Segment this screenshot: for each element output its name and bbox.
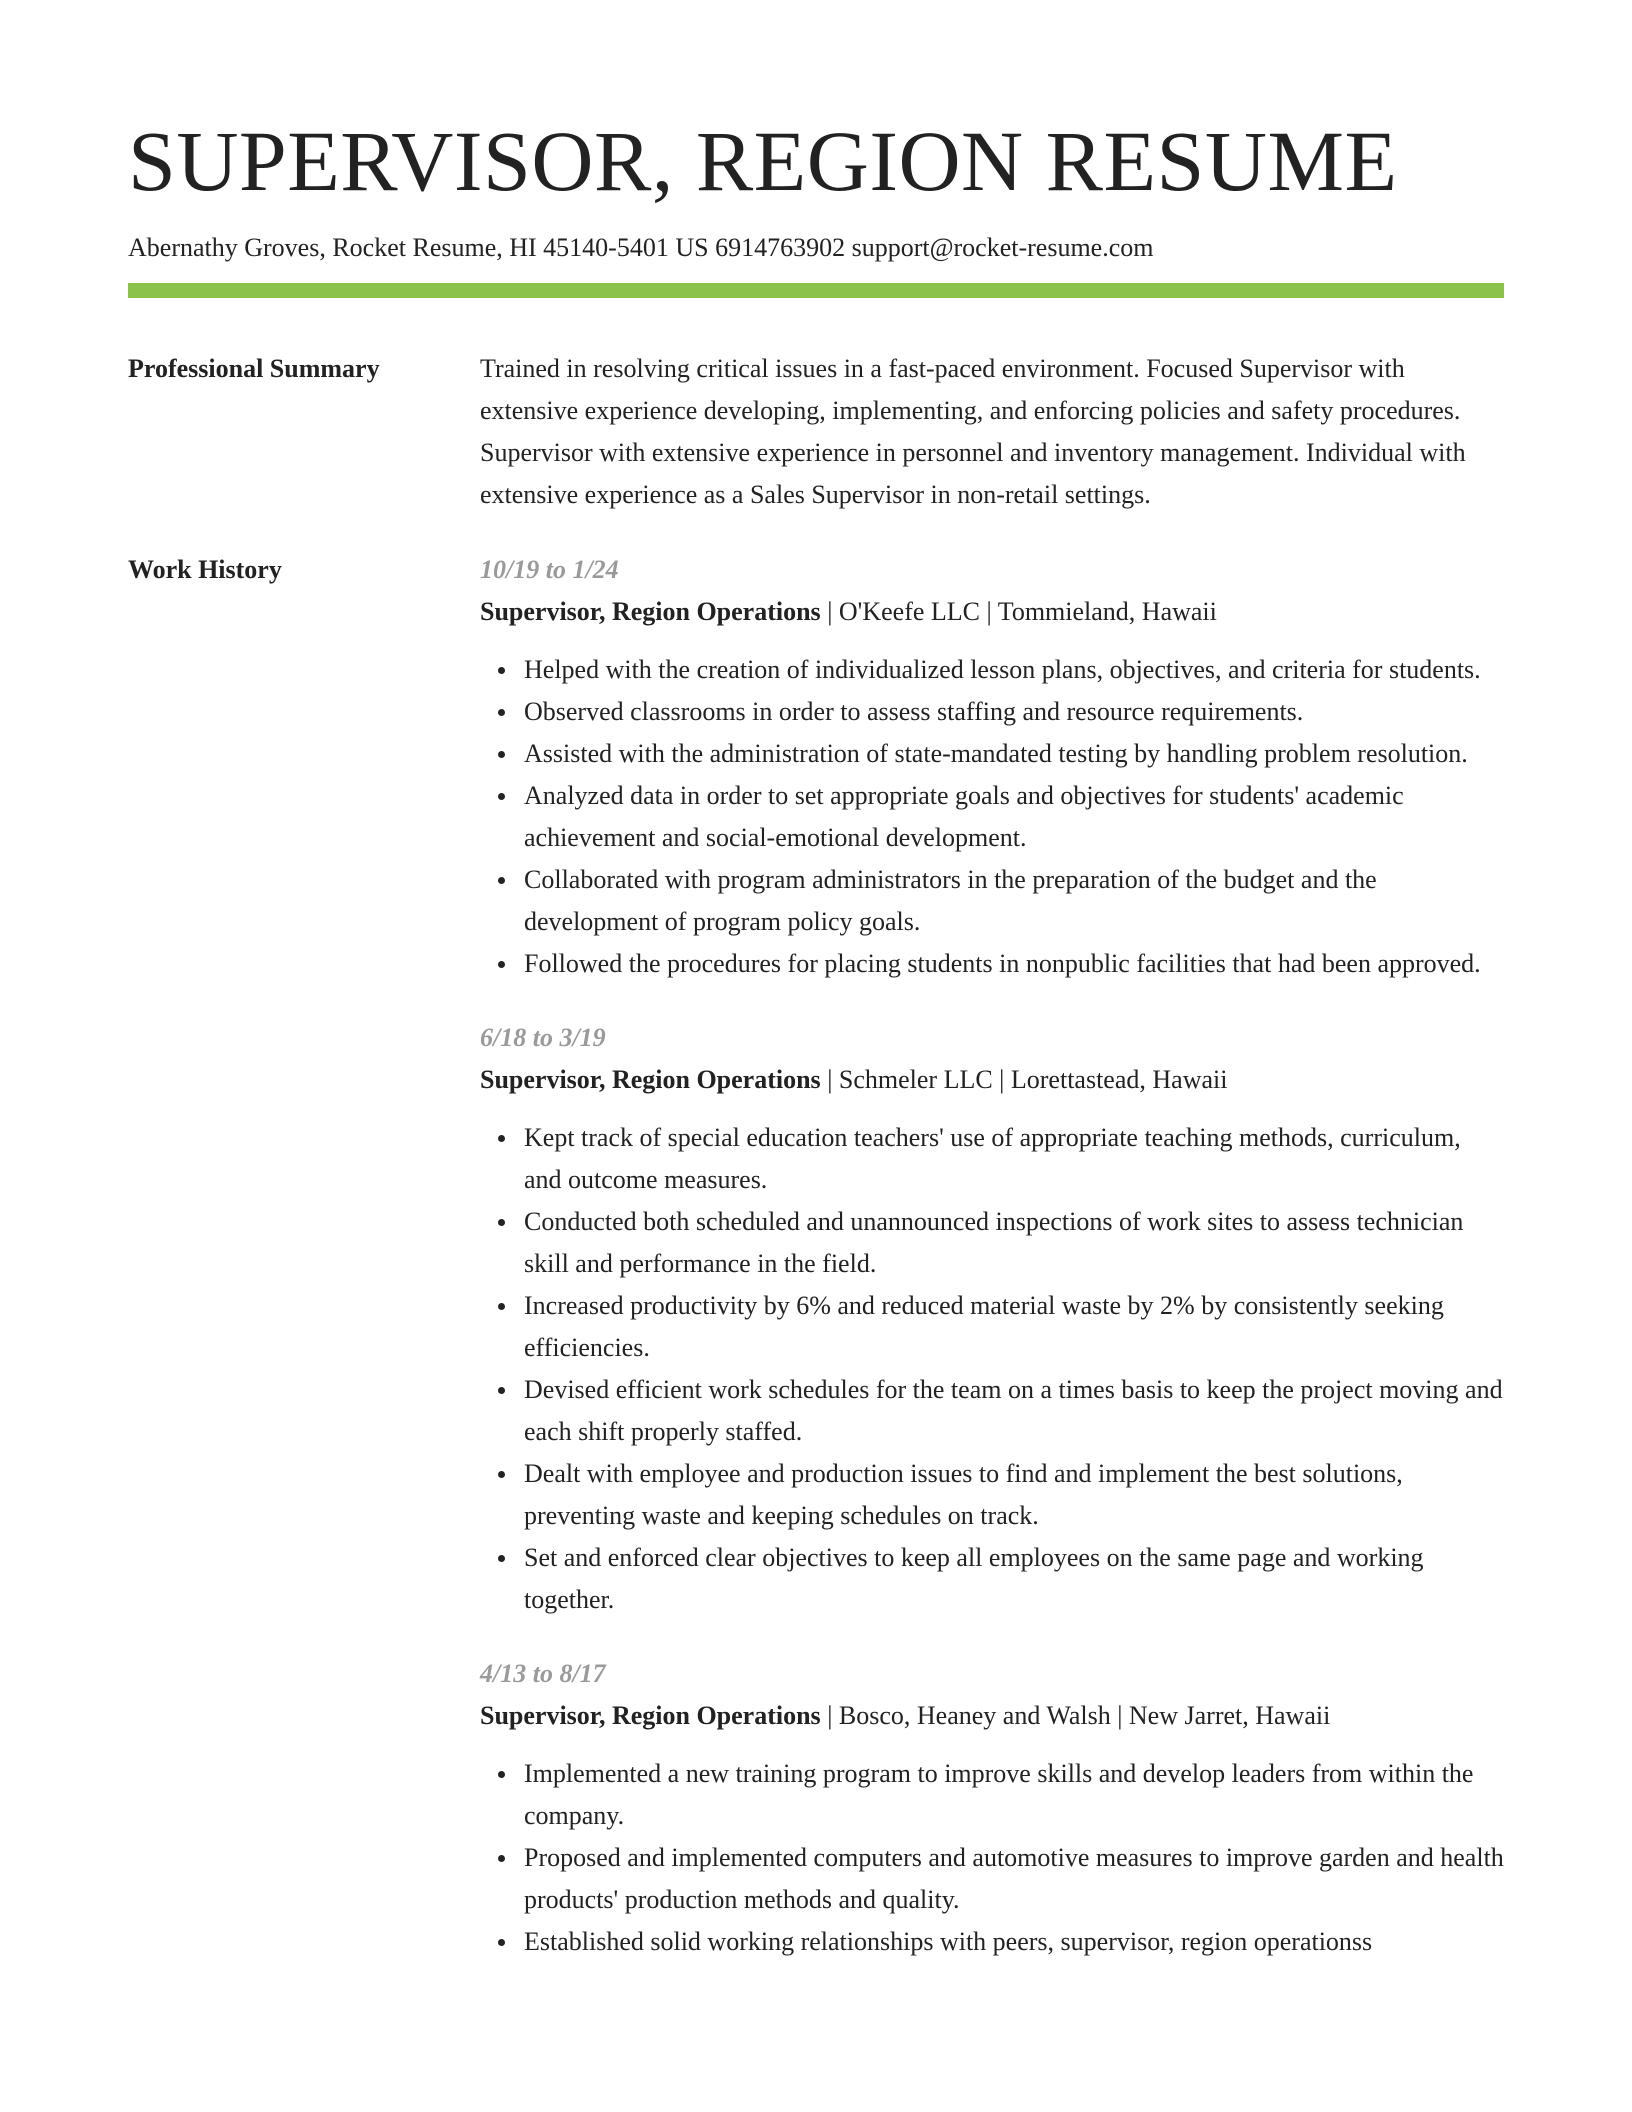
job-bullets [480, 1117, 1504, 1621]
resume-title: SUPERVISOR, REGION RESUME [128, 113, 1398, 209]
job-bullet: Observed classrooms in order to assess staffing and resource requirements. [524, 691, 1504, 733]
job-dates: 10/19 to 1/24 [480, 555, 619, 585]
job-entry [480, 1653, 1504, 1963]
job-title: Supervisor, Region Operations [480, 597, 821, 627]
summary-text: Trained in resolving critical issues in a fast-paced environment. Focused Supervisor with extensive experience developing, implementing, and enforcing policies and safety procedures. Supervisor with extensive experience in personnel and inventory management. Individual with extensive experience as a Sales Supervisor in non-retail settings. [480, 354, 1466, 510]
work-history-section [128, 549, 1504, 1995]
professional-summary-section [128, 348, 1504, 516]
job-company-location: | Bosco, Heaney and Walsh | New Jarret, Hawaii [820, 1701, 1331, 1731]
job-bullet: Devised efficient work schedules for the team on a times basis to keep the project moving and each shift properly staffed. [524, 1369, 1504, 1453]
job-entry [480, 549, 1504, 985]
header-divider [128, 283, 1504, 298]
job-bullet: Set and enforced clear objectives to keep all employees on the same page and working together. [524, 1537, 1504, 1621]
job-bullet: Collaborated with program administrators in the preparation of the budget and the development of program policy goals. [524, 859, 1504, 943]
job-entry [480, 1017, 1504, 1621]
job-bullet: Assisted with the administration of state-mandated testing by handling problem resolution. [524, 733, 1504, 775]
job-title-line [480, 1059, 1504, 1101]
job-bullets [480, 649, 1504, 985]
job-bullets [480, 1753, 1504, 1963]
job-bullet: Implemented a new training program to improve skills and develop leaders from within the company. [524, 1753, 1504, 1837]
job-title: Supervisor, Region Operations [480, 1701, 821, 1731]
contact-info: Abernathy Groves, Rocket Resume, HI 45140-5401 US 6914763902 support@rocket-resume.com [128, 233, 1154, 262]
job-company-location: | Schmeler LLC | Lorettastead, Hawaii [820, 1065, 1228, 1095]
resume-page [128, 0, 1504, 1995]
job-title-line [480, 1695, 1504, 1737]
job-dates: 4/13 to 8/17 [480, 1659, 606, 1689]
job-bullet: Increased productivity by 6% and reduced material waste by 2% by consistently seeking efficiencies. [524, 1285, 1504, 1369]
job-bullet: Helped with the creation of individualized lesson plans, objectives, and criteria for students. [524, 649, 1504, 691]
work-history-body [480, 549, 1504, 1995]
job-title: Supervisor, Region Operations [480, 1065, 821, 1095]
job-bullet: Conducted both scheduled and unannounced inspections of work sites to assess technician skill and performance in the field. [524, 1201, 1504, 1285]
job-bullet: Followed the procedures for placing students in nonpublic facilities that had been approved. [524, 943, 1504, 985]
section-heading-professional-summary: Professional Summary [128, 354, 380, 384]
job-bullet: Analyzed data in order to set appropriate goals and objectives for students' academic achievement and social-emotional development. [524, 775, 1504, 859]
job-bullet: Kept track of special education teachers' use of appropriate teaching methods, curriculum, and outcome measures. [524, 1117, 1504, 1201]
section-heading-work-history: Work History [128, 555, 282, 585]
job-title-line [480, 591, 1504, 633]
job-dates: 6/18 to 3/19 [480, 1023, 606, 1053]
job-bullet: Established solid working relationships with peers, supervisor, region operationss [524, 1921, 1504, 1963]
summary-body [480, 348, 1504, 516]
job-bullet: Proposed and implemented computers and automotive measures to improve garden and health products' production methods and quality. [524, 1837, 1504, 1921]
job-company-location: | O'Keefe LLC | Tommieland, Hawaii [820, 597, 1217, 627]
job-bullet: Dealt with employee and production issues to find and implement the best solutions, preventing waste and keeping schedules on track. [524, 1453, 1504, 1537]
